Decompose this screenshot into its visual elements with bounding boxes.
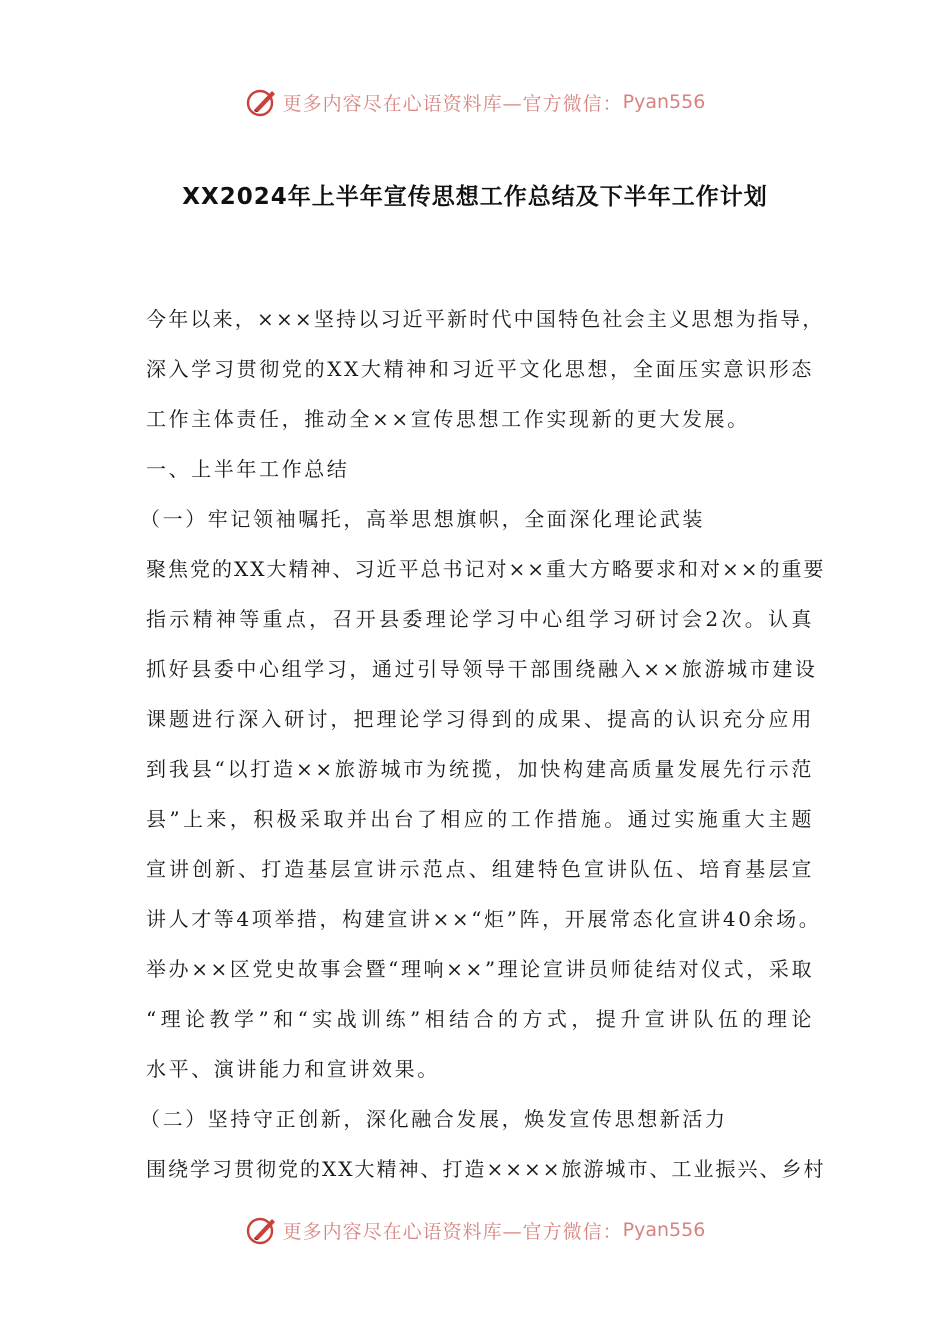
document-title: XX2024年上半年宣传思想工作总结及下半年工作计划 xyxy=(182,184,768,210)
body-line: 水平、演讲能力和宣讲效果。 xyxy=(146,1057,440,1081)
body-line: 聚焦党的XX大精神、习近平总书记对××重大方略要求和对××的重要 xyxy=(146,557,826,581)
banner-text: 更多内容尽在心语资料库—官方微信： xyxy=(282,92,623,115)
body-line: 宣讲创新、打造基层宣讲示范点、组建特色宣讲队伍、培育基层宣 xyxy=(146,857,814,881)
section-heading: 一、上半年工作总结 xyxy=(146,457,350,481)
body-line: 深入学习贯彻党的XX大精神和习近平文化思想，全面压实意识形态 xyxy=(146,357,814,381)
body-line: 围绕学习贯彻党的XX大精神、打造××××旅游城市、工业振兴、乡村 xyxy=(146,1157,826,1181)
subsection-heading: （一）牢记领袖嘱托，高举思想旗帜，全面深化理论武装 xyxy=(140,507,705,531)
pen-logo-icon xyxy=(245,1213,279,1247)
footer-banner xyxy=(0,1210,950,1250)
pen-logo-icon xyxy=(245,85,279,119)
body-line: 县”上来，积极采取并出台了相应的工作措施。通过实施重大主题 xyxy=(146,807,814,831)
subsection-heading: （二）坚持守正创新，深化融合发展，焕发宣传思想新活力 xyxy=(140,1107,728,1131)
body-line: 课题进行深入研讨，把理论学习得到的成果、提高的认识充分应用 xyxy=(146,707,814,731)
banner-text: 更多内容尽在心语资料库—官方微信： xyxy=(282,1220,623,1243)
body-line: 讲人才等4项举措，构建宣讲××“炬”阵，开展常态化宣讲40余场。 xyxy=(146,907,822,931)
body-line: 指示精神等重点，召开县委理论学习中心组学习研讨会2次。认真 xyxy=(146,607,814,631)
document-body xyxy=(140,294,826,1194)
body-line: 工作主体责任，推动全××宣传思想工作实现新的更大发展。 xyxy=(146,407,750,431)
body-line: “理论教学”和“实战训练”相结合的方式，提升宣讲队伍的理论 xyxy=(146,1007,814,1031)
body-line: 到我县“以打造××旅游城市为统揽，加快构建高质量发展先行示范 xyxy=(146,757,814,781)
body-line: 抓好县委中心组学习，通过引导领导干部围绕融入××旅游城市建设 xyxy=(146,657,818,681)
header-banner xyxy=(0,82,950,122)
body-line: 今年以来，×××坚持以习近平新时代中国特色社会主义思想为指导， xyxy=(146,307,825,331)
body-line: 举办××区党史故事会暨“理响××”理论宣讲员师徒结对仪式，采取 xyxy=(146,957,815,981)
wechat-id: Pyan556 xyxy=(622,1219,706,1241)
wechat-id: Pyan556 xyxy=(622,91,706,113)
